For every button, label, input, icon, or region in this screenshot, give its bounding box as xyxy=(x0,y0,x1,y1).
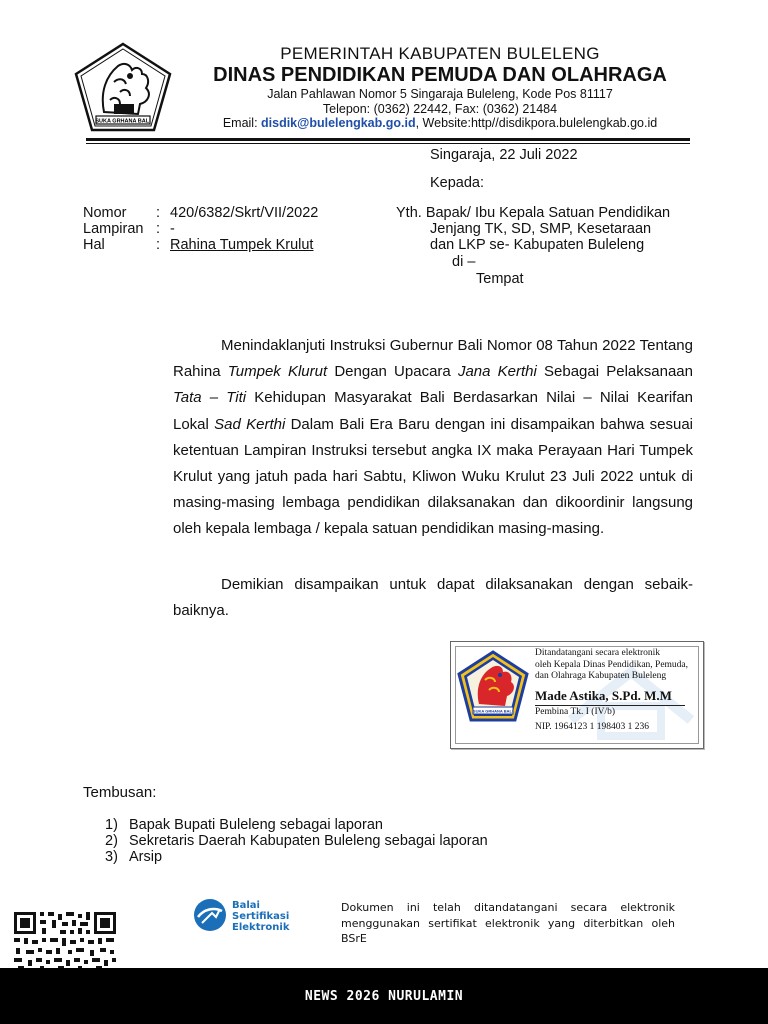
lampiran-label: Lampiran xyxy=(83,221,144,237)
body-paragraph-2: Demikian disampaikan untuk dapat dilaksanakan dengan sebaik-baiknya. xyxy=(173,576,693,620)
government-name: PEMERINTAH KABUPATEN BULELENG xyxy=(280,44,600,63)
agency-phone: Telepon: (0362) 22442, Fax: (0362) 21484 xyxy=(322,101,558,116)
svg-text:Elektronik: Elektronik xyxy=(232,922,290,933)
bsre-disclaimer: Dokumen ini telah ditandatangani secara elektronik menggunakan sertifikat elektronik yang diterbitkan oleh BSrE xyxy=(341,901,675,945)
letterhead-rule-thick xyxy=(86,138,690,141)
signature-line-1: Ditandatangani secara elektronik xyxy=(535,648,661,658)
nomor-colon: : xyxy=(156,205,161,221)
signature-line-2: oleh Kepala Dinas Pendidikan, Pemuda, xyxy=(535,659,689,670)
lampiran-value: - xyxy=(170,221,175,237)
signer-name-underline xyxy=(535,705,685,706)
hal-value: Rahina Tumpek Krulut xyxy=(170,237,314,253)
list-item: 3) Arsip xyxy=(105,849,163,865)
recipient-line-3: dan LKP se- Kabupaten Buleleng xyxy=(430,237,645,253)
svg-text:Balai: Balai xyxy=(232,900,260,911)
date-line: Singaraja, 22 Juli 2022 xyxy=(430,147,578,163)
hal-colon: : xyxy=(156,237,161,253)
letterhead xyxy=(190,44,690,131)
kabupaten-buleleng-emblem xyxy=(74,42,172,134)
buleleng-seal-icon xyxy=(457,650,529,722)
agency-contact xyxy=(190,116,690,131)
agency-address: Jalan Pahlawan Nomor 5 Singaraja Buleleng, Kode Pos 81117 xyxy=(267,87,613,101)
electronic-signature-box xyxy=(450,641,704,749)
recipient-line-2: Jenjang TK, SD, SMP, Kesetaraan xyxy=(430,221,652,237)
signature-text xyxy=(535,648,695,734)
recipient-line-1: Yth. Bapak/ Ibu Kepala Satuan Pendidikan xyxy=(396,205,671,221)
signer-nip: NIP. 1964123 1 198403 1 236 xyxy=(535,722,650,732)
svg-text:SUKA GRHANA BALI: SUKA GRHANA BALI xyxy=(95,118,151,125)
kepada-label: Kepada: xyxy=(430,175,485,191)
signer-rank: Pembina Tk. I (IV/b) xyxy=(535,706,616,717)
recipient-line-4: di – xyxy=(452,254,476,270)
bsre-logo xyxy=(190,895,318,935)
letterhead-rule-thin xyxy=(86,143,690,144)
lampiran-colon: : xyxy=(156,221,161,237)
recipient-line-5: Tempat xyxy=(476,271,524,287)
email-label: Email: xyxy=(222,116,262,130)
website-text: , Website:http//disdikpora.bulelengkab.go.id xyxy=(415,116,658,130)
watermark-bar xyxy=(0,968,768,1024)
tembusan-list xyxy=(105,817,488,865)
agency-name: DINAS PENDIDIKAN PEMUDA DAN OLAHRAGA xyxy=(213,64,667,86)
email-link[interactable]: disdik@bulelengkab.go.id xyxy=(261,116,416,130)
signer-name: Made Astika, S.Pd. M.M xyxy=(535,687,672,703)
body-paragraph-1: Menindaklanjuti Instruksi Gubernur Bali Nomor 08 Tahun 2022 Tentang Rahina Tumpek Klurut Dengan Upacara Jana Kerthi Sebagai Pelaksanaan Tata – Titi Kehidupan Masyarakat Bali Berdasarkan Nilai – Nilai Kearifan Lokal Sad Kerthi Dalam Bali Era Baru dengan ini disampaikan bahwa sesuai ketentuan Lampiran Instruksi tersebut angka IX maka Perayaan Hari Tumpek Krulut yang jatuh pada hari Sabtu, Kliwon Wuku Krulut 23 Juli 2022 untuk di masing-masing lembaga pendidikan dilaksanakan dan dikoordinir langsung oleh kepala lembaga / kepala satuan pendidikan masing-masing. xyxy=(173,337,694,538)
qr-code-icon xyxy=(12,910,118,970)
svg-text:Sertifikasi: Sertifikasi xyxy=(232,911,290,922)
watermark-text: NEWS 2026 NURULAMIN xyxy=(304,989,464,1004)
nomor-label: Nomor xyxy=(83,205,127,221)
tembusan-title: Tembusan: xyxy=(83,784,157,801)
signature-line-3: dan Olahraga Kabupaten Buleleng xyxy=(535,671,667,681)
svg-text:SUKA GRHANA BALI: SUKA GRHANA BALI xyxy=(472,708,514,714)
nomor-value: 420/6382/Skrt/VII/2022 xyxy=(170,205,319,221)
hal-label: Hal xyxy=(83,237,105,253)
list-item: 2) Sekretaris Daerah Kabupaten Buleleng sebagai laporan xyxy=(105,833,488,849)
list-item: 1) Bapak Bupati Buleleng sebagai laporan xyxy=(105,817,383,833)
